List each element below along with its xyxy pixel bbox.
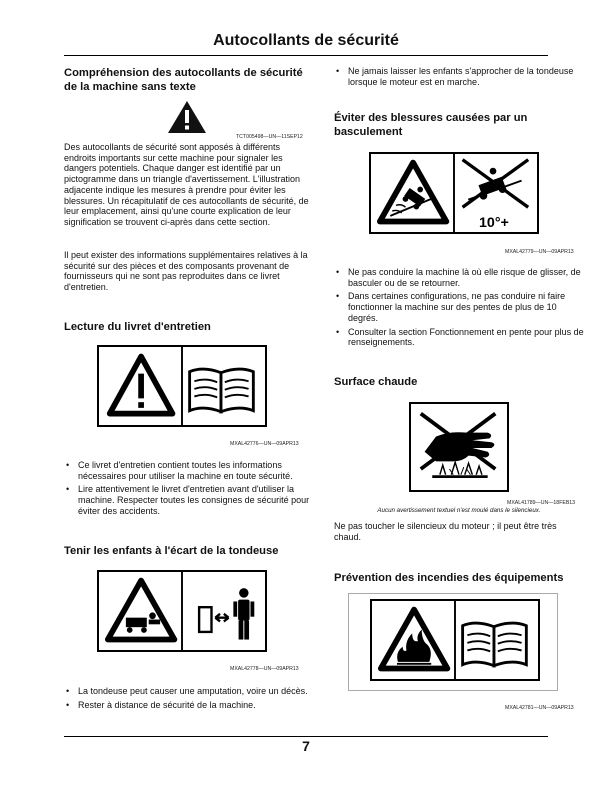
understanding-paragraph-1: Des autocollants de sécurité sont apposés à différents endroits importants sur cette machine pour signaler les dangers potentiels. Chaque danger est identifié par un pictogramme dans un triangle d'avertissement. L'illustration adjacente indique les mesures à prendre pour éviter les blessures. Un récapitulatif de ces autocollants de sécurité, de leur emplacement, ainsi qu'une courte explication de leur signification se trouvent ci-après dans cette section. <box>64 142 309 227</box>
children-decal <box>97 570 267 652</box>
open-book-icon <box>463 623 527 666</box>
warning-triangle-icon <box>381 610 448 669</box>
hot-surface-paragraph: Ne pas toucher le silencieux du moteur ; il peut être très chaud. <box>334 521 557 542</box>
manual-bullet-list <box>64 460 316 520</box>
image-ref-children: MXAL42778—UN—09APR13 <box>230 666 299 672</box>
children-continued-list <box>334 66 584 90</box>
list-item: • Lire attentivement le livret d'entretien avant d'utiliser la machine. Respecter toutes les consignes de sécurité pour éviter des accidents. <box>64 484 316 516</box>
hot-surface-caption: Aucun avertissement textuel n'est moulé dans le silencieux. <box>377 507 541 514</box>
manual-decal <box>97 345 267 427</box>
understanding-paragraph-2: Il peut exister des informations supplémentaires relatives à la sécurité sur des pièces et des composants provenant de fournisseurs qui ne sont pas reproduites dans ce livret d'entretien. <box>64 250 308 293</box>
section-heading-fire: Prévention des incendies des équipements <box>334 572 564 584</box>
image-ref-understanding: TCT005498—UN—11SEP12 <box>236 134 303 140</box>
list-item: • Rester à distance de sécurité de la machine. <box>64 700 316 711</box>
warning-triangle-icon <box>380 163 447 222</box>
children-bullet-list <box>64 686 316 713</box>
section-heading-hot-surface: Surface chaude <box>334 376 418 388</box>
rollover-bullet-list <box>334 267 584 351</box>
list-item: • Dans certaines configurations, ne pas conduire ni faire fonctionner la machine sur des pentes de plus de 10 degrés. <box>334 291 584 323</box>
section-heading-manual: Lecture du livret d'entretien <box>64 321 211 333</box>
rollover-decal <box>369 152 539 234</box>
list-item: • Ce livret d'entretien contient toutes les informations nécessaires pour utiliser la machine en toute sécurité. <box>64 460 316 481</box>
footer-rule <box>64 736 548 737</box>
list-item: • Ne pas conduire la machine là où elle risque de glisser, de basculer ou de se retourner. <box>334 267 584 288</box>
person-icon <box>233 588 254 639</box>
open-book-icon <box>190 369 254 412</box>
hot-surface-decal <box>409 402 509 492</box>
list-item: • Ne jamais laisser les enfants s'approcher de la tondeuse lorsque le moteur est en marche. <box>334 66 584 87</box>
image-ref-fire: MXAL42781—UN—09APR13 <box>505 705 574 711</box>
section-heading-understanding: Compréhension des autocollants de sécurité de la machine sans texte <box>64 67 303 93</box>
title-rule <box>64 55 548 56</box>
image-ref-rollover: MXAL42779—UN—09APR13 <box>505 249 574 255</box>
list-item: • La tondeuse peut causer une amputation, voire un décès. <box>64 686 316 697</box>
page-number: 7 <box>302 738 310 754</box>
list-item: • Consulter la section Fonctionnement en pente pour plus de renseignements. <box>334 327 584 348</box>
section-heading-rollover: Éviter des blessures causées par un basculement <box>334 112 528 138</box>
image-ref-hot-surface: MXAL41789—UN—18FEB13 <box>507 500 576 506</box>
page-title: Autocollants de sécurité <box>213 32 399 49</box>
warning-triangle-icon <box>99 347 265 425</box>
warning-triangle-icon <box>108 581 175 640</box>
fire-decal <box>370 599 540 681</box>
slope-label: 10°+ <box>479 215 509 232</box>
warning-symbol-icon <box>167 100 207 134</box>
image-ref-manual: MXAL42776—UN—09APR13 <box>230 441 299 447</box>
section-heading-children: Tenir les enfants à l'écart de la tondeuse <box>64 545 279 557</box>
